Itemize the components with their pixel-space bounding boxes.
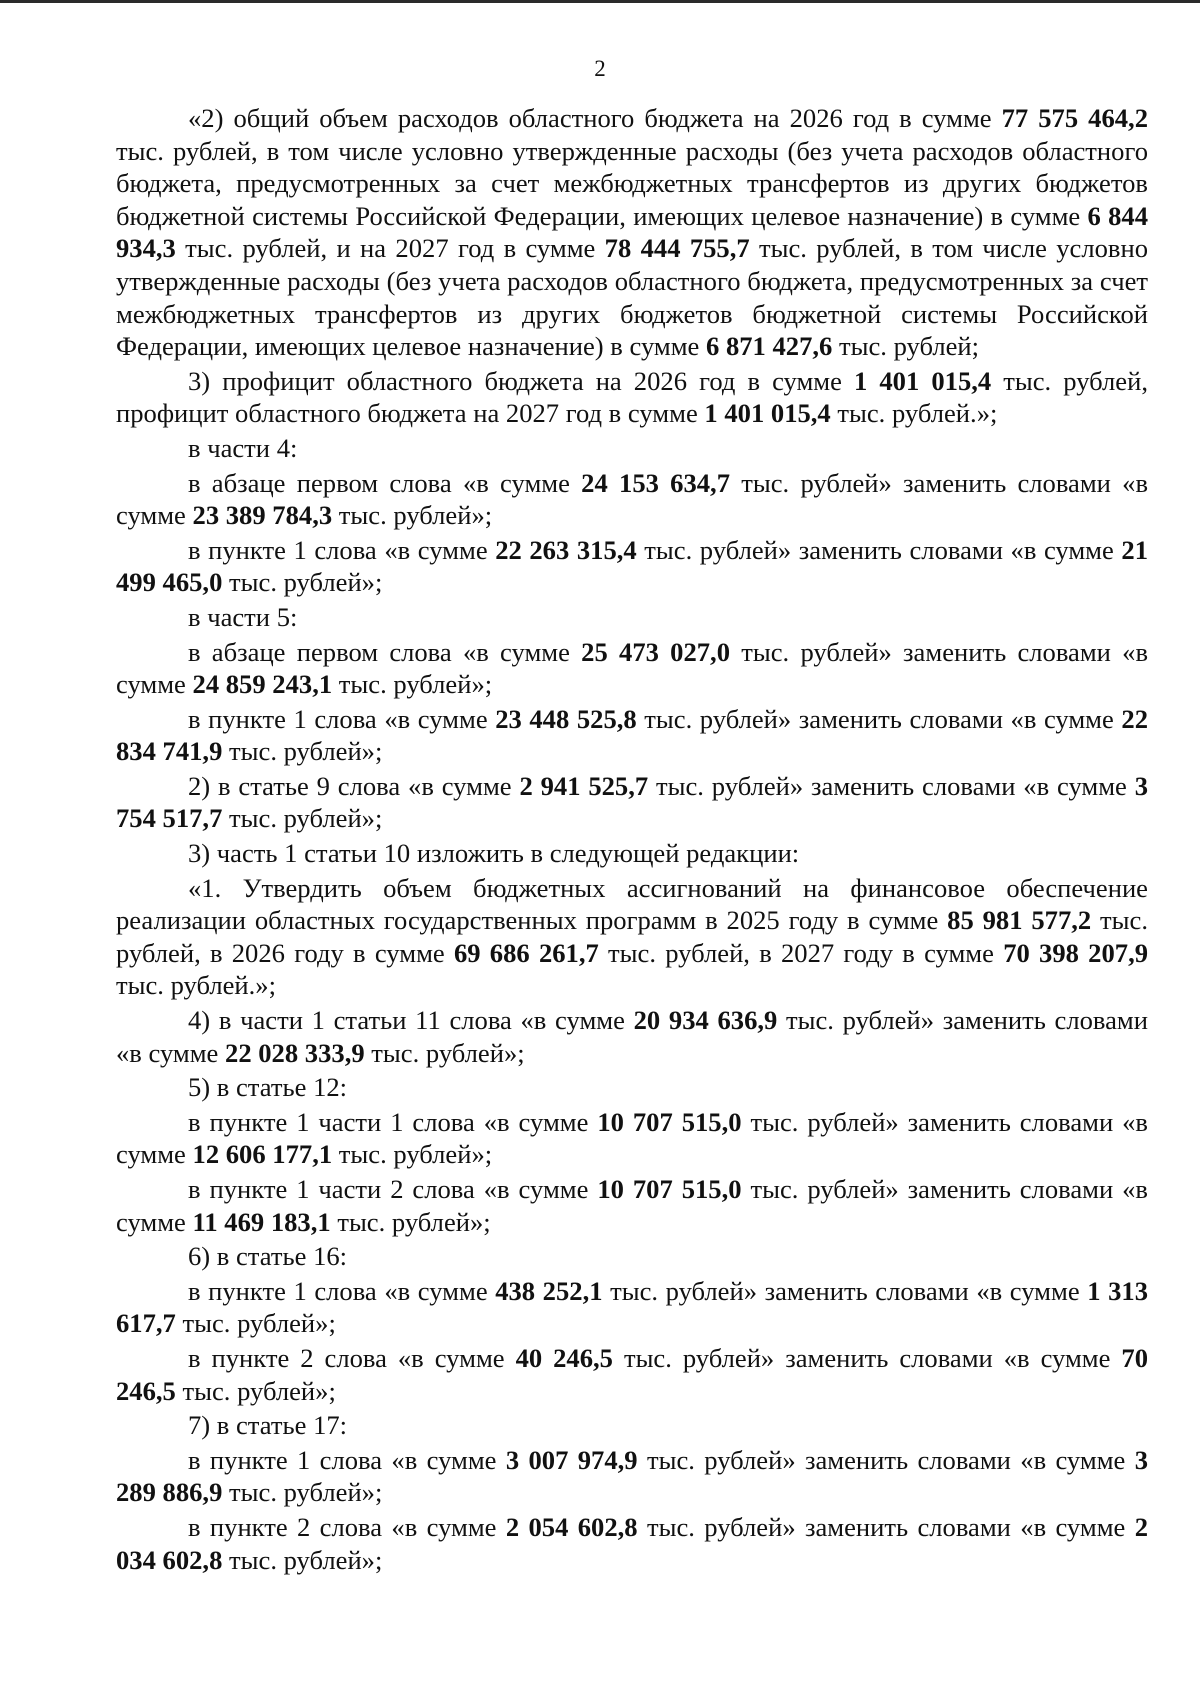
text-run: тыс. рублей, в том числе условно утвержденные расходы (без учета расходов областного бюджета, предусмотренных за счет межбюджетных трансфертов из других бюджетов бюджетной системы Российской Федерации, имеющих целевое назначение) в сумме	[116, 135, 1148, 231]
amount-value: 12 606 177,1	[192, 1139, 333, 1170]
text-run: 3) профицит областного бюджета на 2026 год в сумме	[188, 365, 855, 396]
text-run: тыс. рублей» заменить словами «в сумме	[636, 703, 1122, 734]
text-run: в пункте 2 слова «в сумме	[188, 1342, 516, 1373]
amount-value: 10 707 515,0	[597, 1106, 742, 1137]
amount-value: 22 028 333,9	[225, 1037, 365, 1068]
paragraph	[116, 1275, 1148, 1340]
amount-value: 2 941 525,7	[519, 770, 649, 801]
text-run: тыс. рублей»;	[364, 1037, 525, 1068]
text-run: тыс. рублей»;	[175, 1308, 336, 1339]
paragraph	[116, 1409, 1148, 1442]
text-run: тыс. рублей»;	[332, 669, 493, 700]
amount-value: 23 448 525,8	[495, 703, 637, 734]
text-run: тыс. рублей» заменить словами «в сумме	[602, 1275, 1088, 1306]
text-run: в пункте 1 слова «в сумме	[188, 1275, 496, 1306]
text-run: тыс. рублей» заменить словами «в сумме	[636, 534, 1122, 565]
text-run: в абзаце первом слова «в сумме	[188, 467, 582, 498]
paragraph	[116, 1173, 1148, 1238]
paragraph	[116, 534, 1148, 599]
amount-value: 22 834 741,9	[116, 703, 1148, 767]
text-run: тыс. рублей;	[832, 331, 980, 362]
amount-value: 438 252,1	[495, 1275, 603, 1306]
text-run: тыс. рублей, в том числе условно утвержденные расходы (без учета расходов областного бюджета, предусмотренных за счет межбюджетных трансфертов из других бюджетов бюджетной системы Российской Федерации, имеющих целевое назначение) в сумме	[116, 233, 1149, 362]
amount-value: 11 469 183,1	[192, 1206, 331, 1237]
amount-value: 2 034 602,8	[116, 1511, 1148, 1575]
text-run: тыс. рублей»;	[222, 1544, 383, 1575]
amount-value: 10 707 515,0	[597, 1174, 742, 1204]
text-run: 7) в статье 17:	[188, 1410, 348, 1441]
amount-value: 2 054 602,8	[505, 1511, 638, 1542]
amount-value: 20 934 636,9	[633, 1005, 778, 1036]
amount-value: 3 007 974,9	[505, 1444, 638, 1475]
paragraph	[116, 636, 1148, 701]
amount-value: 23 389 784,3	[192, 500, 333, 531]
paragraph	[116, 703, 1148, 768]
paragraph	[116, 1511, 1148, 1576]
amount-value: 70 398 207,9	[1003, 937, 1149, 968]
paragraph	[116, 1342, 1148, 1407]
text-run: 3) часть 1 статьи 10 изложить в следующей редакции:	[188, 838, 800, 869]
text-run: тыс. рублей.»;	[830, 398, 998, 429]
amount-value: 69 686 261,7	[453, 937, 599, 968]
text-run: в пункте 1 слова «в сумме	[188, 534, 496, 565]
text-run: в пункте 2 слова «в сумме	[188, 1511, 506, 1542]
amount-value: 85 981 577,2	[947, 905, 1092, 936]
paragraph	[116, 837, 1148, 870]
text-run: тыс. рублей, в 2027 году в сумме	[598, 937, 1004, 968]
text-run: в пункте 1 слова «в сумме	[188, 703, 496, 734]
text-run: тыс. рублей» заменить словами «в сумме	[116, 467, 1149, 531]
amount-value: 21 499 465,0	[116, 534, 1148, 598]
text-run: «2) общий объем расходов областного бюджета на 2026 год в сумме	[188, 103, 1002, 133]
text-run: тыс. рублей» заменить словами «в сумме	[116, 1005, 1148, 1068]
text-run: тыс. рублей» заменить словами «в сумме	[116, 636, 1149, 700]
paragraph	[116, 1444, 1148, 1509]
amount-value: 78 444 755,7	[604, 233, 750, 264]
amount-value: 3 289 886,9	[116, 1444, 1148, 1508]
text-run: «1. Утвердить объем бюджетных ассигнований на финансовое обеспечение реализации областных государственных программ в 2025 году в сумме	[116, 872, 1148, 936]
page-number: 2	[594, 56, 606, 81]
paragraph	[116, 770, 1148, 835]
text-run: тыс. рублей» заменить словами «в сумме	[612, 1342, 1122, 1373]
text-run: тыс. рублей» заменить словами «в сумме	[116, 1174, 1148, 1237]
text-run: тыс. рублей» заменить словами «в сумме	[116, 1106, 1148, 1170]
text-run: тыс. рублей»;	[222, 1477, 383, 1508]
amount-value: 70 246,5	[116, 1342, 1148, 1406]
document-body	[116, 102, 1148, 1576]
amount-value: 1 313 617,7	[116, 1275, 1148, 1339]
text-run: в пункте 1 части 1 слова «в сумме	[188, 1106, 598, 1137]
text-run: тыс. рублей, в 2026 году в сумме	[116, 905, 1148, 968]
text-run: в пункте 1 части 2 слова «в сумме	[188, 1174, 598, 1204]
paragraph	[116, 601, 1148, 634]
paragraph	[116, 432, 1148, 465]
scan-edge-line	[0, 0, 1200, 3]
text-run: 5) в статье 12:	[188, 1072, 348, 1103]
text-run: в пункте 1 слова «в сумме	[188, 1444, 506, 1475]
text-run: 4) в части 1 статьи 11 слова «в сумме	[188, 1005, 634, 1036]
paragraph	[116, 467, 1148, 532]
paragraph	[116, 1106, 1148, 1171]
amount-value: 6 871 427,6	[706, 331, 833, 362]
amount-value: 24 153 634,7	[581, 467, 730, 498]
amount-value: 6 844 934,3	[116, 200, 1148, 264]
text-run: тыс. рублей»;	[175, 1375, 336, 1406]
amount-value: 77 575 464,2	[1001, 103, 1148, 133]
text-run: тыс. рублей, и на 2027 год в сумме	[175, 233, 605, 264]
text-run: тыс. рублей»;	[330, 1206, 491, 1237]
amount-value: 40 246,5	[515, 1342, 613, 1373]
text-run: тыс. рублей»;	[222, 736, 383, 767]
text-run: тыс. рублей» заменить словами «в сумме	[648, 770, 1135, 801]
amount-value: 1 401 015,4	[854, 365, 992, 396]
paragraph	[116, 1071, 1148, 1104]
paragraph	[116, 1240, 1148, 1273]
paragraph	[116, 872, 1148, 1002]
amount-value: 22 263 315,4	[495, 534, 637, 565]
text-run: 6) в статье 16:	[188, 1241, 348, 1272]
text-run: тыс. рублей»;	[222, 567, 383, 598]
paragraph	[116, 1004, 1148, 1069]
text-run: тыс. рублей» заменить словами «в сумме	[637, 1511, 1135, 1542]
paragraph	[116, 365, 1148, 430]
text-run: тыс. рублей»;	[222, 803, 383, 834]
text-run: в абзаце первом слова «в сумме	[188, 636, 582, 667]
amount-value: 25 473 027,0	[581, 636, 730, 667]
paragraph	[116, 102, 1148, 363]
text-run: тыс. рублей» заменить словами «в сумме	[637, 1444, 1135, 1475]
text-run: тыс. рублей.»;	[116, 970, 276, 1001]
text-run: тыс. рублей»;	[332, 1139, 493, 1170]
text-run: тыс. рублей»;	[332, 500, 493, 531]
amount-value: 1 401 015,4	[704, 398, 831, 429]
text-run: в части 5:	[188, 601, 298, 632]
text-run: тыс. рублей, профицит областного бюджета на 2027 год в сумме	[116, 365, 1148, 429]
text-run: 2) в статье 9 слова «в сумме	[188, 770, 520, 801]
text-run: в части 4:	[188, 432, 298, 463]
amount-value: 3 754 517,7	[116, 770, 1149, 834]
amount-value: 24 859 243,1	[192, 669, 333, 700]
